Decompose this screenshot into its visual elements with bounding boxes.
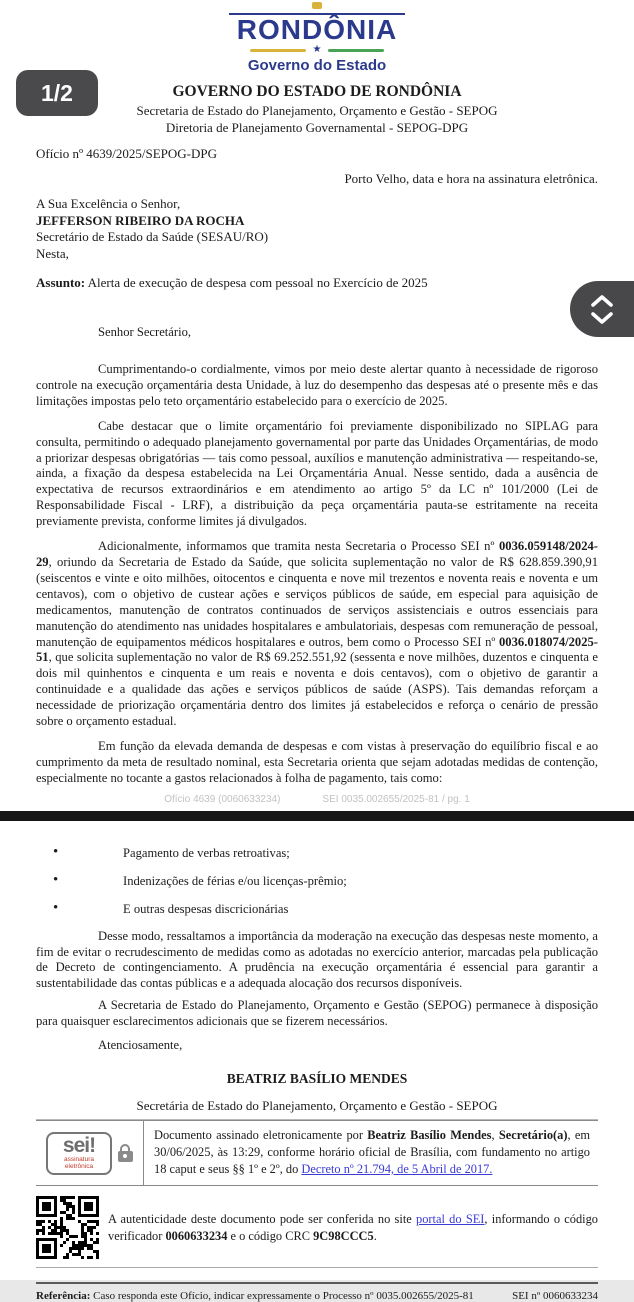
paragraph-3-text: , oriundo da Secretaria de Estado da Saúde, que solicita suplementação no valor de R$ 628.859.390,91 (seiscentos e vinte e oito milhões, oitocentos e cinquenta e nove mil trezentos e noventa reais e noventa e um centavos), com o objetivo de custear ações e serviços públicos de saúde, em especial para aquisição de medicamentos, manutenção de contratos continuados de serviços assistenciais e outros essenciais para manutenção do atendimento nas unidades hospitalares e ambulatoriais, despesas com remuneração de pessoal, manutenção de equipamentos médicos hospitalares e outros, bem como o Processo SEI nº bbox=[36, 554, 598, 649]
closing-line: Atenciosamente, bbox=[98, 1038, 183, 1053]
containment-measures-list bbox=[36, 845, 598, 917]
green-dash bbox=[328, 49, 384, 52]
list-item-text: E outras despesas discricionárias bbox=[123, 901, 289, 916]
document-page-2 bbox=[0, 845, 634, 1302]
paragraph-6: A Secretaria de Estado do Planejamento, Orçamento e Gestão (SEPOG) permanece à disposição para quaisquer esclarecimentos adicionais que se fizerem necessários. bbox=[36, 998, 598, 1029]
reference-footer bbox=[36, 1282, 598, 1302]
footer-sei-ref: SEI 0035.002655/2025-81 / pg. 1 bbox=[322, 793, 470, 805]
list-item bbox=[36, 845, 598, 861]
addressee-city: Nesta, bbox=[36, 245, 69, 261]
page-separator-bar bbox=[0, 811, 634, 821]
addressee-role: Secretário de Estado da Saúde (SESAU/RO) bbox=[36, 229, 269, 244]
paragraph-3 bbox=[36, 539, 598, 730]
list-item-text: Indenizações de férias e/ou licenças-prêmio; bbox=[123, 873, 347, 888]
page-counter-label: 1/2 bbox=[41, 79, 73, 106]
list-item bbox=[36, 873, 598, 889]
sei-portal-link[interactable]: portal do SEI bbox=[416, 1211, 485, 1226]
signature-text: , em 30/06/2025, às 13:29, conforme horário oficial de Brasília, com fundamento no artigo 18 caput e seus §§ 1º e 2º, do bbox=[154, 1128, 590, 1177]
crc-code: 9C98CCC5 bbox=[313, 1228, 374, 1243]
electronic-signature-block bbox=[36, 1120, 598, 1186]
paragraph-2: Cabe destacar que o limite orçamentário foi previamente disponibilizado no SIPLAG para consulta, permitindo o adequado planejamento governamental por parte das Unidades Orçamentárias, de modo a priorizar despesas obrigatórias — tais como pessoal, auxílios e manutenção administrativa — respeitando-se, ainda, a fixação da despesa estabelecida na Lei Orçamentária Anual. Nesse sentido, dada a ausência de expectativa de recursos extraordinários e em atendimento ao artigo 5º da LC nº 101/2000 (Lei de Responsabilidade Fiscal - LRF), a distribuição da peça orçamentária pauta-se estritamente na receita previamente prevista, conforme limites já divulgados. bbox=[36, 418, 598, 529]
chevron-down-icon[interactable] bbox=[590, 312, 614, 325]
letterhead bbox=[36, 79, 598, 136]
subject-label: Assunto: bbox=[36, 275, 86, 290]
signer-role: Secretária de Estado do Planejamento, Orçamento e Gestão - SEPOG bbox=[136, 1098, 498, 1114]
subject-line bbox=[36, 275, 598, 291]
verification-text: A autenticidade deste documento pode ser conferida no site bbox=[108, 1211, 417, 1226]
signature-signer-role: Secretário(a) bbox=[498, 1128, 568, 1143]
yellow-dash bbox=[250, 49, 306, 52]
addressee-salutation: A Sua Excelência o Senhor, bbox=[36, 196, 181, 211]
page1-sei-footer bbox=[36, 794, 598, 805]
letterhead-government: GOVERNO DO ESTADO DE RONDÔNIA bbox=[172, 83, 462, 100]
reference-sei-number: SEI nº 0060633234 bbox=[512, 1290, 598, 1302]
verification-block bbox=[36, 1196, 598, 1259]
list-item-text: Pagamento de verbas retroativas; bbox=[123, 845, 290, 860]
paragraph-1: Cumprimentando-o cordialmente, vimos por meio deste alertar quanto à necessidade de rigoroso controle na execução orçamentária desta Unidade, à luz do desempenho das despesas até o presente mês e das limitações impostas pelo teto orçamentário estabelecido para o exercício de 2025. bbox=[36, 362, 598, 408]
signature-text: , bbox=[491, 1128, 499, 1143]
letter-salutation: Senhor Secretário, bbox=[98, 325, 192, 339]
list-item bbox=[36, 901, 598, 917]
paragraph-5: Desse modo, ressaltamos a importância da moderação na execução das despesas neste momento, a fim de evitar o recrudescimento de medidas como as adotadas no exercício anterior, marcadas pela publicação de Decreto de contingenciamento. A prudência na execução orçamentária é essencial para garantir a sustentabilidade das contas públicas e a adequada alocação dos recursos disponíveis. bbox=[36, 928, 598, 991]
rondonia-state-logo bbox=[0, 0, 634, 74]
verification-statement bbox=[99, 1211, 598, 1245]
qr-code bbox=[36, 1196, 99, 1259]
process-number-1: 0036.059148/2024-29 bbox=[36, 539, 598, 569]
signature-text: Documento assinado eletronicamente por bbox=[154, 1128, 368, 1143]
paragraph-4: Em função da elevada demanda de despesas e com vistas à preservação do equilíbrio fiscal e ao cumprimento da meta de resultado nominal, esta Secretaria orienta que sejam adotadas medidas de contenção, especialmente no tocante a gastos relacionados à folha de pagamento, tais como: bbox=[36, 738, 598, 785]
scroll-nav-pill[interactable] bbox=[570, 281, 634, 337]
sei-logo-subtitle: assinatura eletrônica bbox=[64, 1155, 94, 1170]
verification-text: . bbox=[373, 1228, 377, 1243]
verification-text: e o código CRC bbox=[227, 1228, 314, 1243]
decree-link[interactable]: Decreto nº 21.794, de 5 Abril de 2017. bbox=[301, 1162, 493, 1177]
verifier-code: 0060633234 bbox=[165, 1228, 228, 1243]
padlock-icon bbox=[117, 1144, 133, 1162]
reference-text: Caso responda este Ofício, indicar expressamente o Processo nº 0035.002655/2025-81 bbox=[90, 1290, 474, 1302]
reference-label: Referência: bbox=[36, 1290, 91, 1302]
sei-logo-cell bbox=[36, 1121, 144, 1185]
paragraph-3-text: Adicionalmente, informamos que tramita nesta Secretaria o Processo SEI nº bbox=[98, 539, 499, 554]
letterhead-secretariat: Secretaria de Estado do Planejamento, Orçamento e Gestão - SEPOG bbox=[136, 103, 498, 118]
logo-divider bbox=[250, 45, 385, 55]
oficio-number: Ofício nº 4639/2025/SEPOG-DPG bbox=[36, 146, 217, 161]
verification-text: , informando o código verificador bbox=[108, 1211, 598, 1243]
subject-text: Alerta de execução de despesa com pessoal no Exercício de 2025 bbox=[85, 275, 428, 290]
coat-of-arms-fragment-icon bbox=[312, 2, 322, 9]
addressee-name: JEFFERSON RIBEIRO DA ROCHA bbox=[36, 212, 245, 228]
addressee-block bbox=[36, 196, 598, 262]
signature-signer-name: Beatriz Basílio Mendes bbox=[367, 1128, 492, 1143]
signer-name: BEATRIZ BASÍLIO MENDES bbox=[226, 1071, 408, 1087]
sei-logo-word: sei! bbox=[62, 1133, 96, 1157]
logo-state-name: RONDÔNIA bbox=[236, 14, 398, 45]
process-number-2: 0036.018074/2025-51 bbox=[36, 634, 598, 665]
logo-subtitle: Governo do Estado bbox=[247, 57, 387, 74]
page-counter-badge bbox=[16, 70, 98, 116]
reference-note bbox=[36, 1290, 474, 1302]
paragraph-3-text: , que solicita suplementação no valor de R$ 69.252.551,92 (sessenta e nove milhões, duzentos e cinquenta e dois mil quinhentos e cinquenta e um reais e noventa e dois centavos), com o objetivo de garantir a continuidade e a qualidade das ações e serviços públicos de saúde (ASPS). Tais demandas reforçam a necessidade de priorização orçamentária dentro dos limites já estabelecidos e reforça o cenário de pressão sobre o orçamento estadual. bbox=[36, 650, 598, 729]
footer-oficio-ref: Ofício 4639 (0060633234) bbox=[164, 793, 281, 805]
star-icon: ★ bbox=[312, 44, 322, 55]
sei-logo bbox=[46, 1132, 112, 1175]
letterhead-directorate: Diretoria de Planejamento Governamental - SEPOG-DPG bbox=[165, 120, 469, 135]
signature-statement bbox=[144, 1121, 598, 1185]
divider bbox=[36, 1267, 598, 1268]
chevron-up-icon[interactable] bbox=[590, 294, 614, 307]
place-date-line: Porto Velho, data e hora na assinatura eletrônica. bbox=[344, 171, 598, 186]
